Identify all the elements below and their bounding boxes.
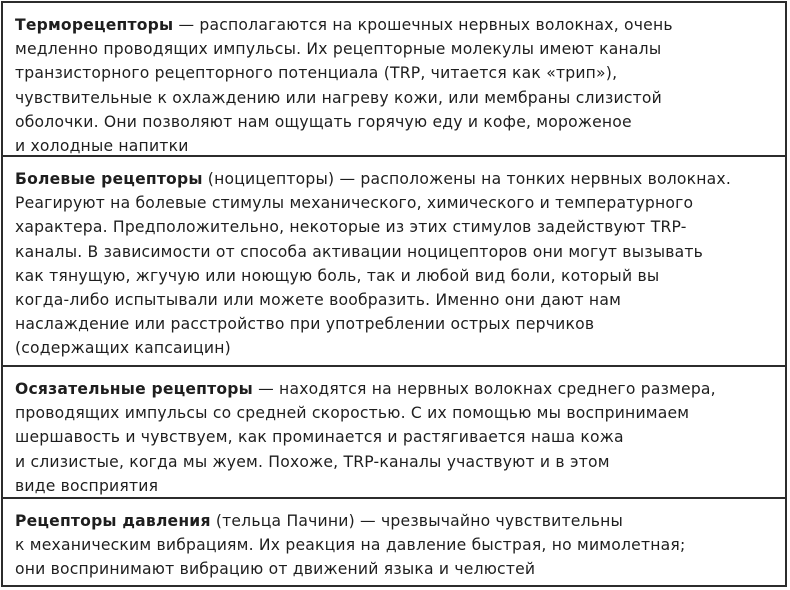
text-line: чувствительные к охлаждению или нагреву кожи, или мембраны слизистой — [15, 88, 662, 107]
text-segment: — находятся на нервных волокнах среднего размера, — [252, 380, 716, 398]
receptor-row-pressure-receptors — [3, 499, 785, 585]
text-line — [15, 509, 775, 533]
receptor-term: Рецепторы давления — [15, 512, 211, 530]
text-line: и слизистые, когда мы жуем. Похоже, TRP-каналы участвуют и в этом — [15, 452, 610, 471]
text-segment: — располагаются на крошечных нервных волокнах, очень — [173, 16, 673, 34]
receptor-row-tactile-receptors — [3, 367, 785, 499]
text-line: они воспринимают вибрацию от движений языка и челюстей — [15, 560, 536, 579]
text-line — [15, 377, 775, 401]
receptor-table — [1, 1, 787, 587]
text-segment: (тельца Пачини) — чрезвычайно чувствительны — [210, 512, 624, 530]
receptor-term: Осязательные рецепторы — [15, 380, 253, 398]
receptor-row-pain-receptors — [3, 157, 785, 367]
text-line: медленно проводящих импульсы. Их рецепторные молекулы имеют каналы — [15, 40, 662, 59]
text-line: и холодные напитки — [15, 137, 189, 156]
text-line: каналы. В зависимости от способа активации ноцицепторов они могут вызывать — [15, 242, 704, 261]
text-line: транзисторного рецепторного потенциала (TRP, читается как «трип»), — [15, 64, 618, 83]
receptor-term: Болевые рецепторы — [15, 170, 203, 188]
text-segment: (ноцицепторы) — расположены на тонких нервных волокнах. — [202, 170, 732, 188]
text-line: виде восприятия — [15, 476, 159, 495]
text-line: характера. Предположительно, некоторые из этих стимулов задействуют TRP- — [15, 218, 687, 237]
text-line — [15, 167, 775, 191]
text-line: как тянущую, жгучую или ноющую боль, так и любой вид боли, который вы — [15, 266, 660, 285]
text-line: (содержащих капсаицин) — [15, 339, 231, 358]
receptor-row-thermoreceptors — [3, 3, 785, 157]
text-line: к механическим вибрациям. Их реакция на давление быстрая, но мимолетная; — [15, 536, 686, 555]
text-line — [15, 13, 775, 37]
text-line: когда-либо испытывали или можете вообразить. Именно они дают нам — [15, 291, 622, 310]
text-line: оболочки. Они позволяют нам ощущать горячую еду и кофе, мороженое — [15, 112, 632, 131]
receptor-term: Терморецепторы — [15, 16, 174, 34]
text-line: Реагируют на болевые стимулы механического, химического и температурного — [15, 194, 694, 213]
text-line: шершавость и чувствуем, как проминается и растягивается наша кожа — [15, 428, 624, 447]
text-line: наслаждение или расстройство при употреблении острых перчиков — [15, 315, 595, 334]
text-line: проводящих импульсы со средней скоростью. С их помощью мы воспринимаем — [15, 404, 690, 423]
